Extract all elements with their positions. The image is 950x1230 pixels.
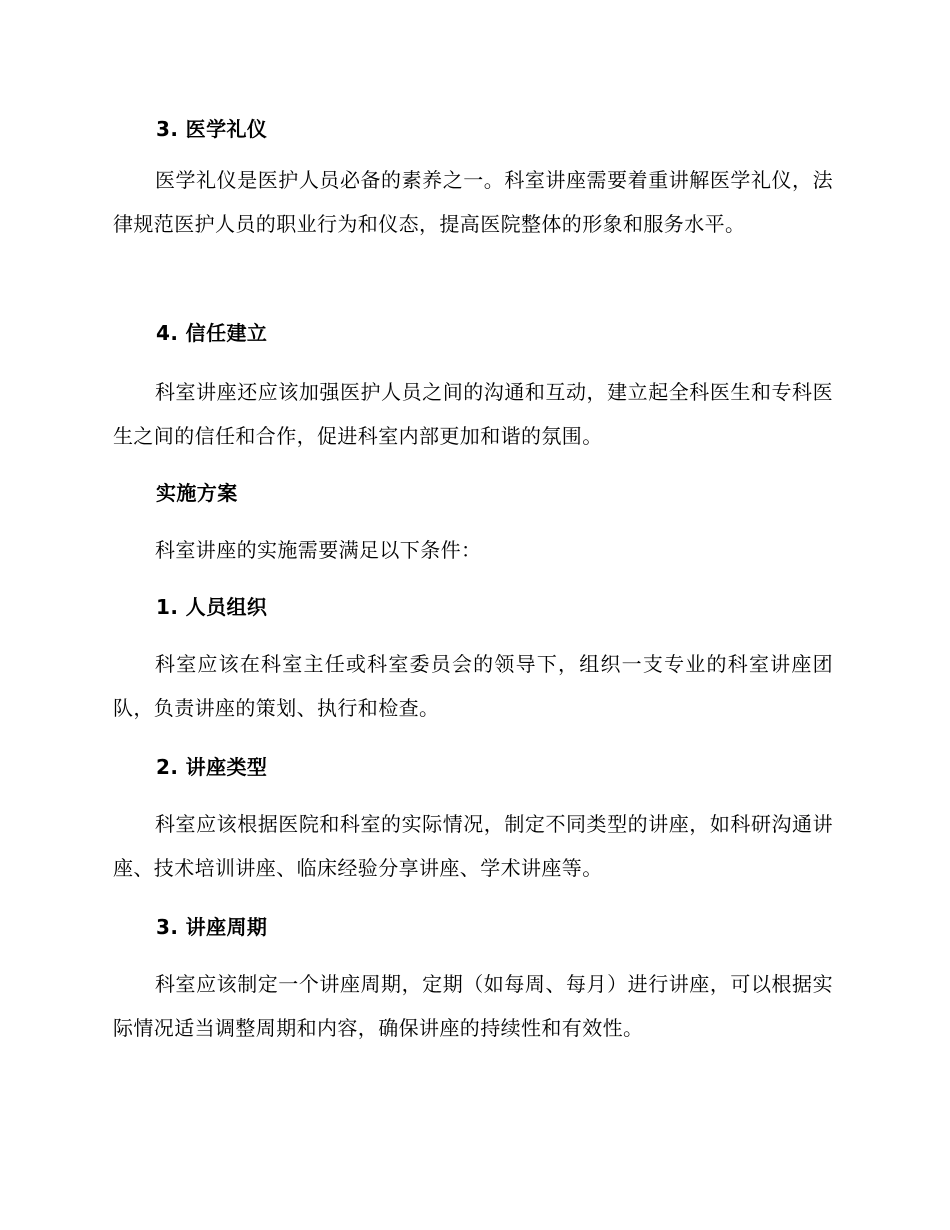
paragraph-implementation-plan: 科室讲座的实施需要满足以下条件：: [155, 538, 482, 562]
section-heading-trust-building: 4. 信任建立: [156, 321, 268, 345]
paragraph-personnel-organization: 科室应该在科室主任或科室委员会的领导下，组织一支专业的科室讲座团队，负责讲座的策划、执行和检查。: [113, 652, 833, 720]
paragraph-medical-etiquette: 医学礼仪是医护人员必备的素养之一。科室讲座需要着重讲解医学礼仪，法律规范医护人员的职业行为和仪态，提高医院整体的形象和服务水平。: [113, 168, 833, 236]
paragraph-trust-building: 科室讲座还应该加强医护人员之间的沟通和互动，建立起全科医生和专科医生之间的信任和合作，促进科室内部更加和谐的氛围。: [113, 380, 833, 448]
section-heading-implementation-plan: 实施方案: [156, 481, 238, 505]
section-heading-medical-etiquette: 3. 医学礼仪: [156, 117, 268, 141]
paragraph-lecture-types: 科室应该根据医院和科室的实际情况，制定不同类型的讲座，如科研沟通讲座、技术培训讲座、临床经验分享讲座、学术讲座等。: [113, 812, 833, 880]
section-heading-lecture-cycle: 3. 讲座周期: [156, 915, 268, 939]
paragraph-lecture-cycle: 科室应该制定一个讲座周期，定期（如每周、每月）进行讲座，可以根据实际情况适当调整周期和内容，确保讲座的持续性和有效性。: [113, 972, 833, 1040]
section-heading-lecture-types: 2. 讲座类型: [156, 755, 268, 779]
section-heading-personnel-organization: 1. 人员组织: [156, 595, 268, 619]
